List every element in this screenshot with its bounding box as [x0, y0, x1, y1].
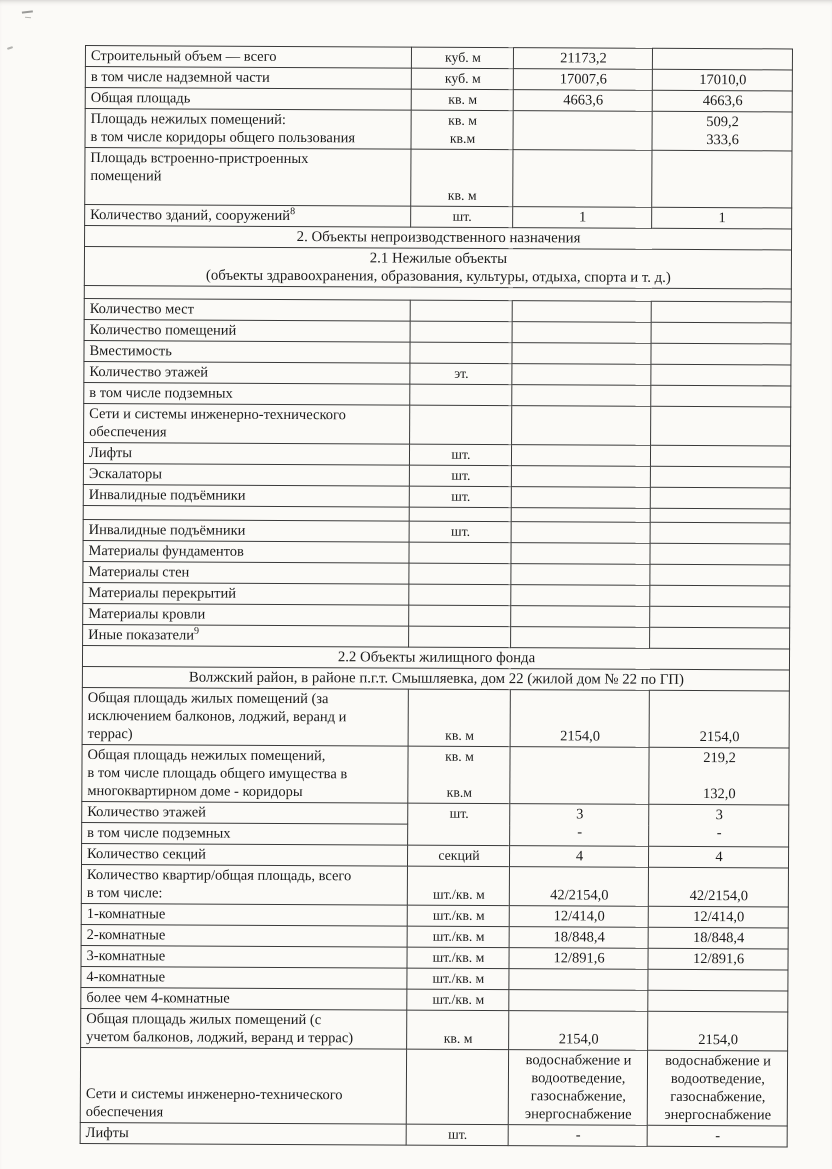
unit-cell: [409, 507, 511, 521]
value1-cell: [512, 343, 651, 365]
label-cell: 3-комнатные: [81, 945, 407, 968]
label-cell: Общая площадь нежилых помещений, в том числе площадь общего имущества в многоквартирном доме - коридоры: [82, 744, 408, 803]
unit-cell: [409, 563, 511, 584]
label-cell: Лифты: [83, 442, 409, 465]
value1-cell: [512, 364, 651, 386]
value2-cell: [650, 487, 790, 509]
value2-cell: [650, 627, 790, 649]
value1-cell: 18/848,4: [509, 927, 648, 949]
value2-cell: [650, 543, 790, 565]
value2-cell: 17010,0: [652, 69, 792, 91]
value1-cell: 4663,6: [513, 90, 652, 112]
label-cell: Площадь встроенно-пристроенных помещений: [85, 148, 411, 207]
value2-cell: водоснабжение и водоотведение, газоснабжение, энергоснабжение: [647, 1050, 787, 1126]
value1-cell: 2154,0: [510, 690, 649, 748]
value1-cell: водоснабжение и водоотведение, газоснабжение, энергоснабжение: [508, 1050, 647, 1126]
unit-cell: кв. м: [411, 149, 513, 206]
unit-cell: шт.: [406, 1124, 508, 1145]
label-cell: 1-комнатные: [81, 903, 407, 926]
value2-cell: 1: [652, 207, 792, 229]
value1-cell: 42/2154,0: [509, 867, 648, 907]
table-row: [80, 1047, 787, 1125]
value2-cell: -: [647, 1125, 787, 1147]
value2-cell: [650, 585, 790, 607]
value2-cell: [651, 364, 791, 386]
table-row: [84, 403, 791, 445]
value2-cell: 18/848,4: [648, 927, 788, 949]
value1-cell: [511, 585, 650, 607]
section-row: [84, 247, 791, 289]
scan-artifact: [7, 46, 13, 50]
value2-cell: [650, 445, 790, 467]
label-cell: Инвалидные подъёмники: [83, 484, 409, 507]
pencil-mark: [25, 17, 31, 19]
value1-cell: [509, 969, 648, 991]
label-cell: Материалы перекрытий: [83, 582, 409, 605]
unit-cell: шт.: [409, 465, 511, 486]
unit-cell: кв. м кв.м: [411, 110, 513, 149]
unit-cell: кв. м: [411, 89, 513, 110]
unit-cell: [409, 542, 511, 563]
table-row: [85, 109, 792, 151]
value2-cell: [650, 466, 790, 488]
value2-cell: [651, 301, 791, 323]
unit-cell: куб. м: [411, 68, 513, 89]
unit-cell: [410, 342, 512, 363]
value1-cell: 12/891,6: [509, 948, 648, 970]
unit-cell: эт.: [410, 363, 512, 384]
label-cell: Инвалидные подъёмники: [83, 519, 409, 542]
value1-cell: [511, 627, 650, 649]
label-cell: Количество помещений: [84, 319, 410, 342]
value1-cell: [513, 150, 652, 208]
unit-cell: [410, 300, 512, 321]
value1-cell: [512, 301, 651, 323]
label-cell: Количество секций: [81, 843, 407, 866]
unit-cell: секций: [407, 845, 509, 866]
value2-cell: 2154,0: [648, 1011, 788, 1051]
construction-spec-table-wrap: [80, 45, 792, 1147]
value2-cell: [650, 522, 790, 544]
label-cell: Строительный объем — всего: [85, 46, 411, 69]
value2-cell: [651, 406, 791, 446]
value1-cell: [511, 564, 650, 586]
table-row: [81, 864, 788, 906]
value2-cell: [650, 606, 790, 628]
section-header: 2.2 Объекты жилищного фонда: [82, 645, 789, 669]
unit-cell: [410, 321, 512, 342]
table-row: [81, 1008, 788, 1050]
value2-cell: 12/891,6: [648, 948, 788, 970]
value2-cell: [648, 990, 788, 1012]
unit-cell: шт./кв. м: [407, 926, 509, 947]
label-cell: в том числе подземных: [82, 822, 408, 845]
unit-cell: [410, 384, 512, 405]
unit-cell: шт.: [409, 444, 511, 465]
value1-cell: [513, 111, 652, 151]
label-cell: Количество мест: [84, 298, 410, 321]
label-cell: более чем 4-комнатные: [81, 987, 407, 1010]
label-cell: Материалы стен: [83, 561, 409, 584]
value1-cell: 4: [509, 846, 648, 868]
value1-cell: 1: [513, 207, 652, 229]
value1-cell: [511, 445, 650, 467]
section-header: 2. Объекты непроизводственного назначения: [85, 226, 792, 250]
unit-cell: шт./кв. м: [407, 866, 509, 905]
value2-cell: [652, 48, 792, 70]
unit-cell: [409, 584, 511, 605]
value2-cell: [648, 969, 788, 991]
value1-cell: [511, 522, 650, 544]
unit-cell: шт./кв. м: [407, 905, 509, 926]
value2-cell: 4: [648, 846, 788, 868]
label-cell: Количество этажей: [82, 801, 408, 824]
value2-cell: 2154,0: [649, 690, 789, 748]
label-cell: Эскалаторы: [83, 463, 409, 486]
value2-cell: [652, 150, 792, 208]
label-cell: Площадь нежилых помещений: в том числе коридоры общего пользования: [85, 109, 411, 150]
unit-cell: [409, 605, 511, 626]
section-header: Волжский район, в районе п.г.т. Смышляевка, дом 22 (жилой дом № 22 по ГП): [82, 666, 789, 690]
unit-cell: кв. м: [408, 689, 510, 746]
value1-cell: -: [508, 1125, 647, 1147]
label-cell: Материалы кровли: [83, 603, 409, 626]
label-cell: в том числе подземных: [84, 382, 410, 405]
label-cell: Количество этажей: [84, 361, 410, 384]
table-row: [80, 1122, 787, 1146]
value1-cell: [512, 385, 651, 407]
table-row: [85, 148, 792, 208]
value2-cell: 4663,6: [652, 90, 792, 112]
unit-cell: кв. м кв.м: [408, 746, 510, 803]
label-cell: Иные показатели$^9$: [83, 624, 409, 647]
label-cell: Количество зданий, сооружений$^8$: [85, 205, 411, 228]
unit-cell: шт.: [409, 486, 511, 507]
label-cell: Сети и системы инженерно-технического обеспечения: [84, 403, 410, 444]
label-cell: Общая площадь: [85, 88, 411, 111]
label-cell: 2-комнатные: [81, 924, 407, 947]
value1-cell: 3 -: [510, 804, 649, 847]
unit-cell: шт./кв. м: [407, 947, 509, 968]
footnote-marker: 8: [290, 206, 296, 218]
value2-cell: 3 -: [649, 804, 789, 847]
unit-cell: [409, 626, 511, 647]
unit-cell: шт.: [409, 521, 511, 542]
value2-cell: [650, 564, 790, 586]
value1-cell: 21173,2: [513, 48, 652, 70]
value1-cell: 2154,0: [509, 1011, 648, 1051]
label-cell: Общая площадь жилых помещений (с учетом балконов, лоджий, веранд и террас): [81, 1008, 407, 1049]
value2-cell: 219,2 132,0: [649, 747, 789, 805]
value1-cell: 12/414,0: [509, 906, 648, 928]
unit-cell: [410, 405, 512, 444]
value1-cell: [511, 466, 650, 488]
label-cell: Сети и системы инженерно-технического обеспечения: [80, 1047, 406, 1124]
label-cell: Материалы фундаментов: [83, 540, 409, 563]
section-header: 2.1 Нежилые объекты (объекты здравоохранения, образования, культуры, отдыха, спорта и т. д.): [84, 247, 791, 289]
label-cell: Лифты: [80, 1122, 406, 1145]
unit-cell: куб. м: [411, 47, 513, 68]
label-cell: Общая площадь жилых помещений (за исключением балконов, лоджий, веранд и террас): [82, 687, 408, 746]
value1-cell: [512, 406, 651, 446]
value2-cell: 509,2 333,6: [652, 111, 792, 151]
spec-table-body: [80, 46, 792, 1147]
table-row: [82, 744, 789, 804]
unit-cell: шт.: [411, 206, 513, 227]
construction-spec-table: [80, 45, 793, 1147]
table-row: [82, 687, 789, 747]
label-cell: в том числе надземной части: [85, 67, 411, 90]
value2-cell: [651, 385, 791, 407]
value1-cell: [511, 508, 650, 523]
pencil-mark: [22, 10, 33, 15]
value2-cell: 42/2154,0: [648, 867, 788, 907]
label-cell: Вместимость: [84, 340, 410, 363]
value1-cell: [511, 606, 650, 628]
value2-cell: 12/414,0: [648, 906, 788, 928]
value1-cell: [512, 322, 651, 344]
unit-cell: шт./кв. м: [407, 968, 509, 989]
value1-cell: [511, 543, 650, 565]
value2-cell: [650, 508, 790, 523]
label-cell: 4-комнатные: [81, 966, 407, 989]
value1-cell: [509, 990, 648, 1012]
value1-cell: [511, 487, 650, 509]
unit-cell: шт./кв. м: [407, 989, 509, 1010]
value1-cell: 17007,6: [513, 69, 652, 91]
unit-cell: [406, 1049, 508, 1124]
unit-cell: кв. м: [407, 1010, 509, 1049]
label-cell: Количество квартир/общая площадь, всего в том числе:: [81, 864, 407, 905]
value2-cell: [651, 322, 791, 344]
value1-cell: [510, 747, 649, 805]
footnote-marker: 9: [193, 625, 200, 637]
unit-cell: шт.: [408, 803, 510, 845]
value2-cell: [651, 343, 791, 365]
